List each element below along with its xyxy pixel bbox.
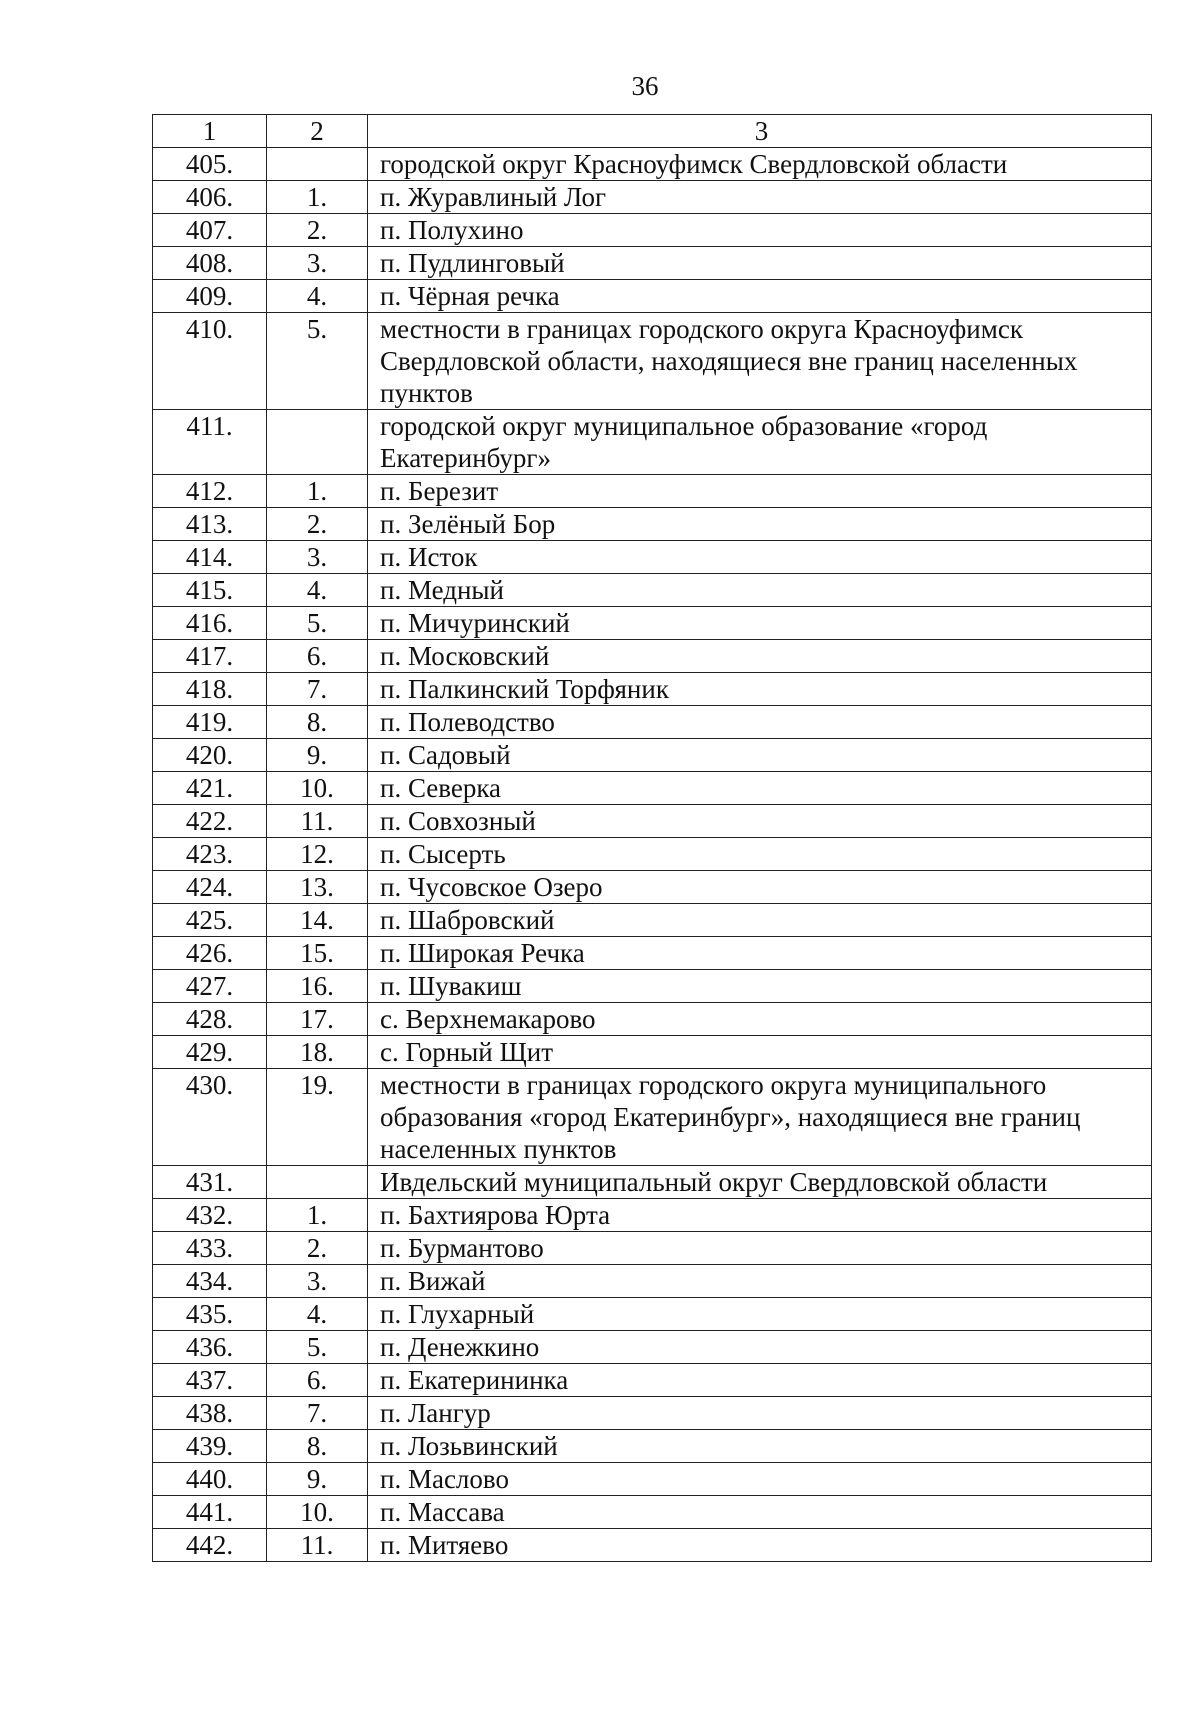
settlement-name: п. Чусовское Озеро bbox=[368, 871, 1152, 904]
table-row bbox=[153, 410, 1152, 475]
settlement-name: п. Бахтиярова Юрта bbox=[368, 1199, 1152, 1232]
row-number: 417. bbox=[153, 640, 267, 673]
subitem-number: 5. bbox=[267, 313, 368, 410]
row-number: 430. bbox=[153, 1069, 267, 1166]
table-row bbox=[153, 937, 1152, 970]
table-row bbox=[153, 706, 1152, 739]
settlement-name: п. Лангур bbox=[368, 1397, 1152, 1430]
row-number: 438. bbox=[153, 1397, 267, 1430]
row-number: 405. bbox=[153, 148, 267, 181]
table-row bbox=[153, 181, 1152, 214]
row-number: 420. bbox=[153, 739, 267, 772]
row-number: 409. bbox=[153, 280, 267, 313]
row-number: 423. bbox=[153, 838, 267, 871]
subitem-number: 10. bbox=[267, 772, 368, 805]
settlement-name: п. Бурмантово bbox=[368, 1232, 1152, 1265]
row-number: 424. bbox=[153, 871, 267, 904]
table-row bbox=[153, 1298, 1152, 1331]
settlement-name: п. Садовый bbox=[368, 739, 1152, 772]
settlement-name: п. Денежкино bbox=[368, 1331, 1152, 1364]
row-number: 437. bbox=[153, 1364, 267, 1397]
row-number: 442. bbox=[153, 1529, 267, 1562]
subitem-number: 15. bbox=[267, 937, 368, 970]
table-row bbox=[153, 1397, 1152, 1430]
table-row bbox=[153, 1331, 1152, 1364]
subitem-number: 9. bbox=[267, 739, 368, 772]
subitem-number: 11. bbox=[267, 805, 368, 838]
settlement-name: п. Мичуринский bbox=[368, 607, 1152, 640]
subitem-number: 2. bbox=[267, 1232, 368, 1265]
subitem-number: 16. bbox=[267, 970, 368, 1003]
subitem-number: 14. bbox=[267, 904, 368, 937]
table-row bbox=[153, 1265, 1152, 1298]
subitem-number bbox=[267, 410, 368, 475]
table-row bbox=[153, 1232, 1152, 1265]
settlement-name: п. Сысерть bbox=[368, 838, 1152, 871]
settlement-name: п. Шабровский bbox=[368, 904, 1152, 937]
subitem-number: 11. bbox=[267, 1529, 368, 1562]
settlement-name: п. Журавлиный Лог bbox=[368, 181, 1152, 214]
settlement-name: с. Верхнемакарово bbox=[368, 1003, 1152, 1036]
row-number: 418. bbox=[153, 673, 267, 706]
subitem-number: 1. bbox=[267, 475, 368, 508]
settlement-name: местности в границах городского округа Красноуфимск Свердловской области, находящиеся вне границ населенных пунктов bbox=[368, 313, 1152, 410]
row-number: 407. bbox=[153, 214, 267, 247]
subitem-number: 9. bbox=[267, 1463, 368, 1496]
subitem-number: 17. bbox=[267, 1003, 368, 1036]
table-row bbox=[153, 541, 1152, 574]
table-row bbox=[153, 1430, 1152, 1463]
subitem-number: 8. bbox=[267, 706, 368, 739]
row-number: 427. bbox=[153, 970, 267, 1003]
row-number: 428. bbox=[153, 1003, 267, 1036]
table-row bbox=[153, 673, 1152, 706]
subitem-number: 19. bbox=[267, 1069, 368, 1166]
row-number: 435. bbox=[153, 1298, 267, 1331]
row-number: 421. bbox=[153, 772, 267, 805]
subitem-number: 5. bbox=[267, 1331, 368, 1364]
table-row bbox=[153, 1463, 1152, 1496]
subitem-number: 2. bbox=[267, 508, 368, 541]
table-row bbox=[153, 772, 1152, 805]
table-row bbox=[153, 1529, 1152, 1562]
row-number: 440. bbox=[153, 1463, 267, 1496]
settlement-name: Ивдельский муниципальный округ Свердловской области bbox=[368, 1166, 1152, 1199]
subitem-number: 7. bbox=[267, 1397, 368, 1430]
table-row bbox=[153, 904, 1152, 937]
table-row bbox=[153, 313, 1152, 410]
row-number: 406. bbox=[153, 181, 267, 214]
subitem-number: 4. bbox=[267, 280, 368, 313]
settlement-name: п. Палкинский Торфяник bbox=[368, 673, 1152, 706]
subitem-number: 2. bbox=[267, 214, 368, 247]
row-number: 408. bbox=[153, 247, 267, 280]
settlement-name: п. Шувакиш bbox=[368, 970, 1152, 1003]
table-row bbox=[153, 739, 1152, 772]
table-row bbox=[153, 607, 1152, 640]
row-number: 441. bbox=[153, 1496, 267, 1529]
row-number: 436. bbox=[153, 1331, 267, 1364]
settlement-name: п. Пудлинговый bbox=[368, 247, 1152, 280]
subitem-number: 3. bbox=[267, 1265, 368, 1298]
table-row bbox=[153, 1069, 1152, 1166]
row-number: 431. bbox=[153, 1166, 267, 1199]
row-number: 412. bbox=[153, 475, 267, 508]
settlement-name: п. Митяево bbox=[368, 1529, 1152, 1562]
table-row bbox=[153, 640, 1152, 673]
row-number: 429. bbox=[153, 1036, 267, 1069]
column-header-1: 1 bbox=[153, 115, 267, 148]
settlement-name: с. Горный Щит bbox=[368, 1036, 1152, 1069]
table-row bbox=[153, 148, 1152, 181]
settlements-table bbox=[152, 114, 1152, 1562]
table-row bbox=[153, 838, 1152, 871]
table-row bbox=[153, 1364, 1152, 1397]
settlement-name: местности в границах городского округа муниципального образования «город Екатеринбург», находящиеся вне границ населенных пунктов bbox=[368, 1069, 1152, 1166]
table-row bbox=[153, 280, 1152, 313]
settlement-name: п. Широкая Речка bbox=[368, 937, 1152, 970]
subitem-number: 4. bbox=[267, 574, 368, 607]
row-number: 419. bbox=[153, 706, 267, 739]
table-body bbox=[153, 115, 1152, 1562]
settlement-name: п. Чёрная речка bbox=[368, 280, 1152, 313]
table-row bbox=[153, 805, 1152, 838]
table-row bbox=[153, 1003, 1152, 1036]
row-number: 439. bbox=[153, 1430, 267, 1463]
subitem-number: 1. bbox=[267, 1199, 368, 1232]
settlement-name: п. Зелёный Бор bbox=[368, 508, 1152, 541]
settlement-name: п. Глухарный bbox=[368, 1298, 1152, 1331]
header-row bbox=[153, 115, 1152, 148]
subitem-number: 18. bbox=[267, 1036, 368, 1069]
subitem-number: 6. bbox=[267, 640, 368, 673]
table-row bbox=[153, 247, 1152, 280]
row-number: 411. bbox=[153, 410, 267, 475]
subitem-number: 5. bbox=[267, 607, 368, 640]
settlement-name: п. Маслово bbox=[368, 1463, 1152, 1496]
subitem-number: 3. bbox=[267, 247, 368, 280]
row-number: 432. bbox=[153, 1199, 267, 1232]
row-number: 413. bbox=[153, 508, 267, 541]
settlement-name: п. Московский bbox=[368, 640, 1152, 673]
row-number: 434. bbox=[153, 1265, 267, 1298]
table-row bbox=[153, 970, 1152, 1003]
settlement-name: городской округ Красноуфимск Свердловской области bbox=[368, 148, 1152, 181]
row-number: 425. bbox=[153, 904, 267, 937]
settlement-name: п. Полеводство bbox=[368, 706, 1152, 739]
settlement-name: п. Лозьвинский bbox=[368, 1430, 1152, 1463]
settlement-name: п. Вижай bbox=[368, 1265, 1152, 1298]
page-number: 36 bbox=[631, 71, 659, 101]
table-row bbox=[153, 475, 1152, 508]
settlement-name: п. Совхозный bbox=[368, 805, 1152, 838]
row-number: 433. bbox=[153, 1232, 267, 1265]
settlement-name: п. Березит bbox=[368, 475, 1152, 508]
subitem-number: 13. bbox=[267, 871, 368, 904]
subitem-number: 6. bbox=[267, 1364, 368, 1397]
settlement-name: п. Медный bbox=[368, 574, 1152, 607]
subitem-number: 8. bbox=[267, 1430, 368, 1463]
row-number: 415. bbox=[153, 574, 267, 607]
row-number: 414. bbox=[153, 541, 267, 574]
row-number: 410. bbox=[153, 313, 267, 410]
row-number: 416. bbox=[153, 607, 267, 640]
table-row bbox=[153, 214, 1152, 247]
settlement-name: п. Полухино bbox=[368, 214, 1152, 247]
table-row bbox=[153, 1166, 1152, 1199]
table-row bbox=[153, 508, 1152, 541]
table-row bbox=[153, 1496, 1152, 1529]
subitem-number: 7. bbox=[267, 673, 368, 706]
settlement-name: п. Северка bbox=[368, 772, 1152, 805]
table-row bbox=[153, 871, 1152, 904]
subitem-number bbox=[267, 148, 368, 181]
settlement-name: п. Исток bbox=[368, 541, 1152, 574]
row-number: 422. bbox=[153, 805, 267, 838]
column-header-2: 2 bbox=[267, 115, 368, 148]
subitem-number: 1. bbox=[267, 181, 368, 214]
table-row bbox=[153, 1036, 1152, 1069]
subitem-number bbox=[267, 1166, 368, 1199]
table-row bbox=[153, 574, 1152, 607]
row-number: 426. bbox=[153, 937, 267, 970]
column-header-3: 3 bbox=[368, 115, 1152, 148]
settlement-name: п. Екатерининка bbox=[368, 1364, 1152, 1397]
settlement-name: п. Массава bbox=[368, 1496, 1152, 1529]
subitem-number: 12. bbox=[267, 838, 368, 871]
settlement-name: городской округ муниципальное образование «город Екатеринбург» bbox=[368, 410, 1152, 475]
table-row bbox=[153, 1199, 1152, 1232]
subitem-number: 4. bbox=[267, 1298, 368, 1331]
subitem-number: 10. bbox=[267, 1496, 368, 1529]
subitem-number: 3. bbox=[267, 541, 368, 574]
